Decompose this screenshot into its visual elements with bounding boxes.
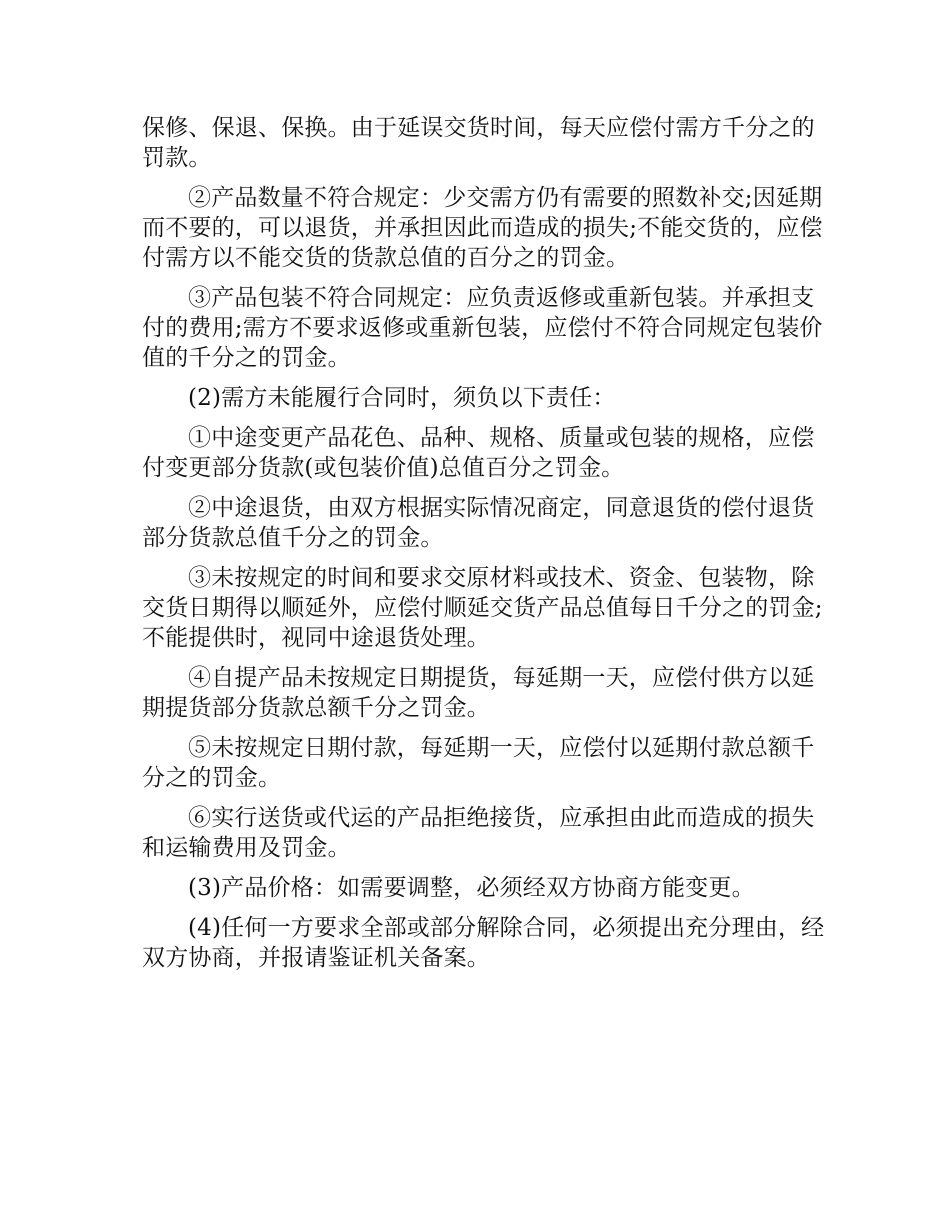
paragraph-return-clause: ②中途退货，由双方根据实际情况商定，同意退货的偿付退货部分货款总值千分之的罚金。 xyxy=(142,495,815,551)
paragraph-change-clause: ①中途变更产品花色、品种、规格、质量或包装的规格，应偿付变更部分货款(或包装价值)总值百分之罚金。 xyxy=(142,425,815,481)
paragraph-payment-clause: ⑤未按规定日期付款，每延期一天，应偿付以延期付款总额千分之的罚金。 xyxy=(142,735,815,791)
paragraph-quantity-clause: ②产品数量不符合规定：少交需方仍有需要的照数补交;因延期而不要的，可以退货，并承担因此而造成的损失;不能交货的，应偿付需方以不能交货的货款总值的百分之的罚金。 xyxy=(142,185,823,271)
paragraph-materials-clause: ③未按规定的时间和要求交原材料或技术、资金、包装物，除交货日期得以顺延外，应偿付顺延交货产品总值每日千分之的罚金;不能提供时，视同中途退货处理。 xyxy=(142,565,823,651)
paragraph-pickup-clause: ④自提产品未按规定日期提货，每延期一天，应偿付供方以延期提货部分货款总额千分之罚金。 xyxy=(142,665,815,721)
paragraph-termination-clause: (4)任何一方要求全部或部分解除合同，必须提出充分理由，经双方协商，并报请鉴证机关备案。 xyxy=(142,915,825,971)
paragraph-packaging-clause: ③产品包装不符合同规定：应负责返修或重新包装。并承担支付的费用;需方不要求返修或重新包装，应偿付不符合同规定包装价值的千分之的罚金。 xyxy=(142,285,823,371)
paragraph-continuation: 保修、保退、保换。由于延误交货时间，每天应偿付需方千分之的罚款。 xyxy=(142,115,815,171)
paragraph-price-clause: (3)产品价格：如需要调整，必须经双方协商方能变更。 xyxy=(188,875,755,901)
document-body xyxy=(142,113,832,983)
paragraph-delivery-refusal-clause: ⑥实行送货或代运的产品拒绝接货，应承担由此而造成的损失和运输费用及罚金。 xyxy=(142,805,815,861)
paragraph-buyer-liability-heading: (2)需方未能履行合同时，须负以下责任： xyxy=(188,385,616,411)
